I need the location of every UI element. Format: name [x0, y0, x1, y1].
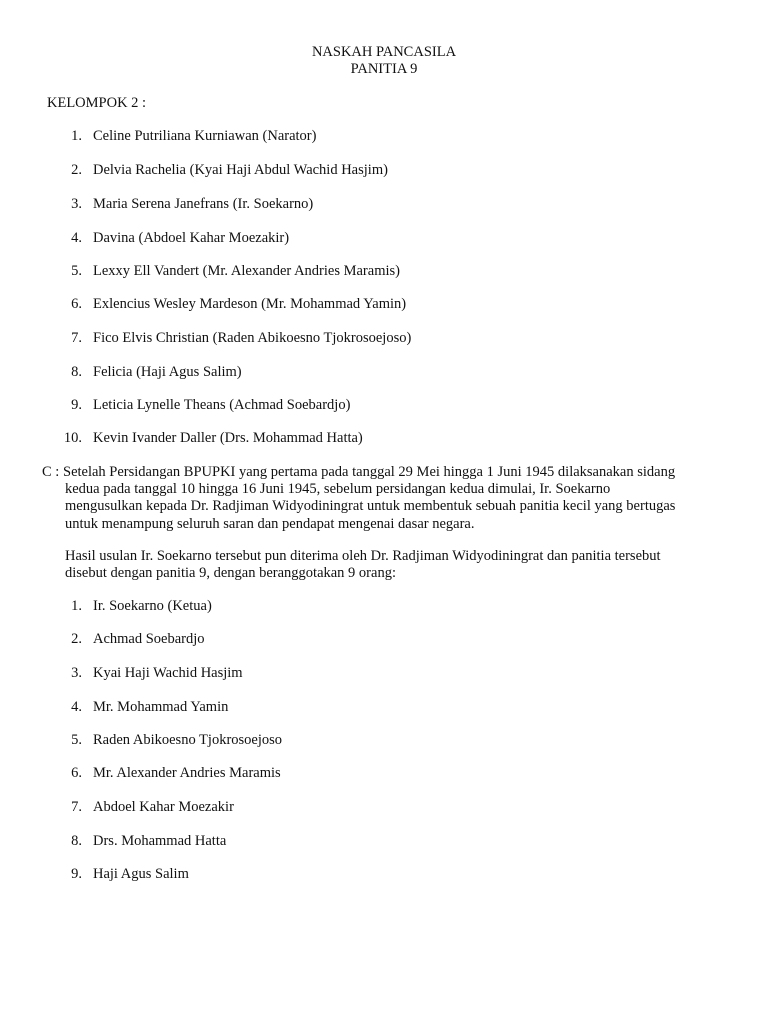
list-number: 8. [71, 364, 82, 380]
paragraph-line: mengusulkan kepada Dr. Radjiman Widyodiningrat untuk membentuk sebuah panitia kecil yang bertugas [65, 498, 676, 515]
list-number: 8. [71, 833, 82, 849]
list-text: Lexxy Ell Vandert (Mr. Alexander Andries Maramis) [93, 263, 400, 279]
paragraph-intro [65, 464, 677, 533]
document-subtitle: PANITIA 9 [350, 61, 418, 77]
list-number: 2. [71, 631, 82, 647]
paragraph-line: disebut dengan panitia 9, dengan beranggotakan 9 orang: [65, 565, 396, 582]
list-text: Achmad Soebardjo [93, 631, 205, 647]
list-number: 9. [71, 866, 82, 882]
list-text: Exlencius Wesley Mardeson (Mr. Mohammad Yamin) [93, 296, 407, 312]
paragraph-line: kedua pada tanggal 10 hingga 16 Juni 1945, sebelum persidangan kedua dimulai, Ir. Soekarno [65, 481, 611, 498]
list-number: 5. [71, 263, 82, 279]
list-text: Raden Abikoesno Tjokrosoejoso [93, 732, 283, 748]
list-text: Delvia Rachelia (Kyai Haji Abdul Wachid Hasjim) [93, 162, 388, 178]
paragraph-line: untuk menampung seluruh saran dan pendapat mengenai dasar negara. [65, 515, 475, 532]
list-number: 5. [71, 732, 82, 748]
list-text: Mr. Alexander Andries Maramis [93, 765, 281, 781]
list-text: Felicia (Haji Agus Salim) [93, 364, 242, 380]
paragraph-result [65, 548, 661, 582]
list-text: Kyai Haji Wachid Hasjim [93, 665, 243, 681]
section-label: C : [42, 464, 60, 480]
list-text: Celine Putriliana Kurniawan (Narator) [93, 128, 317, 144]
list-number: 6. [71, 765, 82, 781]
list-number: 6. [71, 296, 82, 312]
list-text: Kevin Ivander Daller (Drs. Mohammad Hatta) [93, 430, 363, 446]
list-text: Fico Elvis Christian (Raden Abikoesno Tjokrosoejoso) [93, 330, 412, 346]
list-text: Leticia Lynelle Theans (Achmad Soebardjo) [93, 397, 351, 413]
list-text: Davina (Abdoel Kahar Moezakir) [93, 230, 290, 246]
list-number: 7. [71, 330, 82, 346]
list-text: Mr. Mohammad Yamin [93, 699, 229, 715]
list-number: 4. [71, 230, 82, 246]
list-number: 3. [71, 665, 82, 681]
list-number: 1. [71, 128, 82, 144]
list-number: 10. [63, 430, 82, 446]
paragraph-line: Setelah Persidangan BPUPKI yang pertama pada tanggal 29 Mei hingga 1 Juni 1945 dilaksanakan sidang [63, 464, 676, 480]
list-text: Abdoel Kahar Moezakir [93, 799, 234, 815]
list-text: Ir. Soekarno (Ketua) [93, 598, 212, 614]
list-number: 7. [71, 799, 82, 815]
list-number: 4. [71, 699, 82, 715]
list-number: 2. [71, 162, 82, 178]
list-text: Haji Agus Salim [93, 866, 189, 882]
list-number: 1. [71, 598, 82, 614]
list-number: 3. [71, 196, 82, 212]
list-number: 9. [71, 397, 82, 413]
paragraph-line: Hasil usulan Ir. Soekarno tersebut pun diterima oleh Dr. Radjiman Widyodiningrat dan panitia tersebut [65, 548, 661, 564]
group-heading: KELOMPOK 2 : [47, 95, 147, 111]
list-text: Drs. Mohammad Hatta [93, 833, 227, 849]
list-text: Maria Serena Janefrans (Ir. Soekarno) [93, 196, 314, 212]
document-title: NASKAH PANCASILA [311, 44, 457, 60]
